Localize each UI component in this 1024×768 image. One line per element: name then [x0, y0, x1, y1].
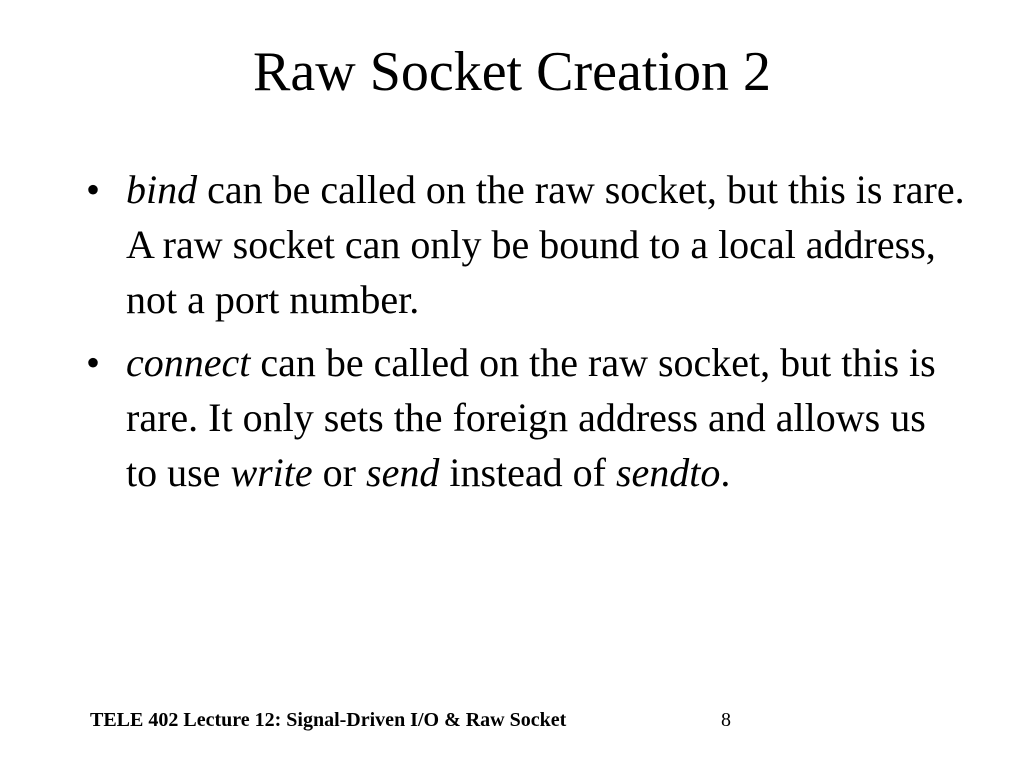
bullet-sentence: instead of — [439, 450, 616, 495]
bullet-text — [126, 167, 965, 322]
code-term-sendto: sendto — [615, 450, 721, 495]
bullet-marker: • — [86, 340, 101, 385]
slide-title: Raw Socket Creation 2 — [253, 41, 771, 103]
code-term-connect: connect — [126, 340, 251, 385]
bullet-item — [86, 335, 966, 500]
bullet-sentence: or — [312, 450, 366, 495]
bullet-sentence: can be called on the raw socket, but this is rare. A raw socket can only be bound to a local address, not a port number. — [126, 167, 965, 322]
page-number: 8 — [721, 709, 731, 731]
code-term-write: write — [230, 450, 313, 495]
bullet-sentence: . — [720, 450, 731, 495]
code-term-bind: bind — [126, 167, 198, 212]
bullet-item — [86, 162, 966, 327]
slide-footer: TELE 402 Lecture 12: Signal-Driven I/O & Raw Socket — [90, 709, 567, 731]
bullet-text — [126, 340, 936, 495]
bullet-sentence: can be called on the raw socket, but this is rare. It only sets the foreign address and allows us to use — [126, 340, 936, 495]
bullet-marker: • — [86, 167, 101, 212]
code-term-send: send — [366, 450, 440, 495]
bullet-list — [86, 162, 966, 508]
